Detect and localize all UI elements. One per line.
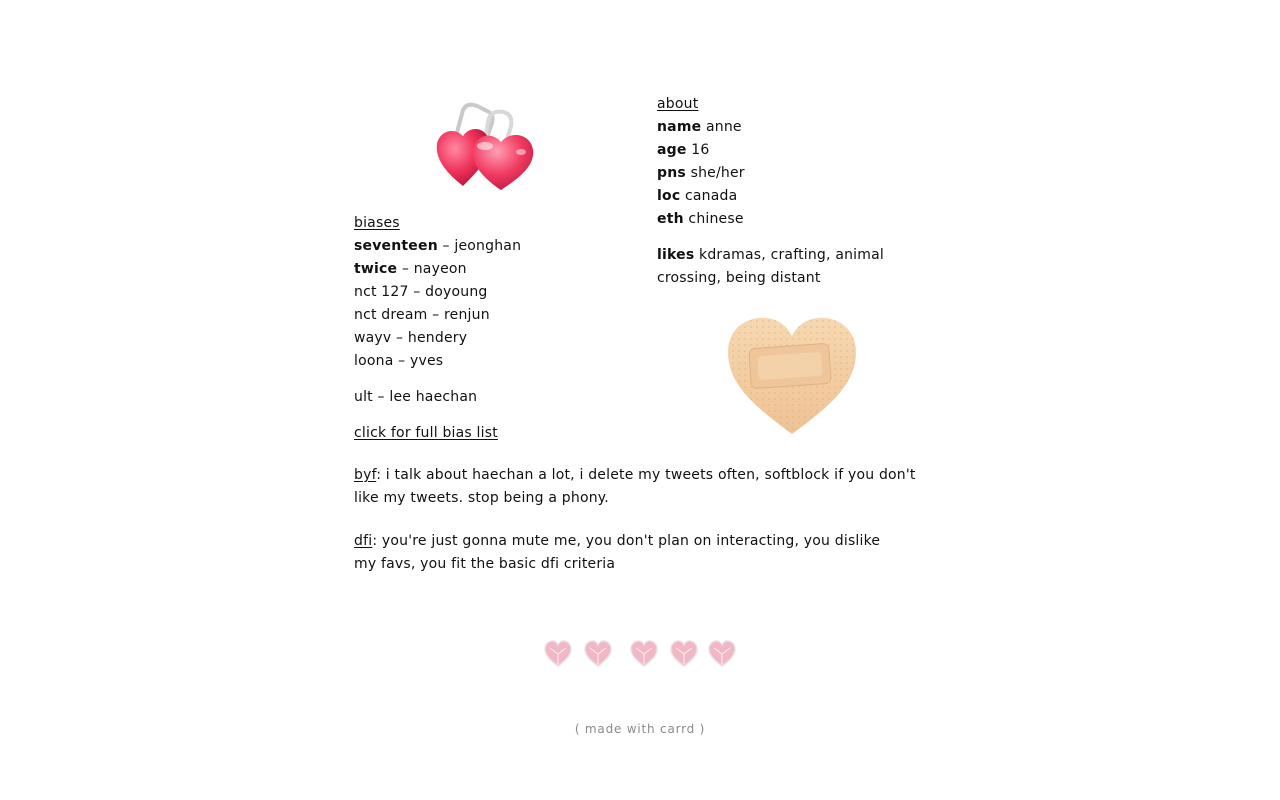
eth-label: eth [657, 211, 684, 227]
bias-group: twice [354, 261, 398, 277]
spacer [657, 231, 937, 244]
about-age [657, 139, 937, 162]
dfi-section [354, 530, 894, 576]
gem-heart-icon [584, 640, 612, 668]
bias-row [354, 350, 634, 373]
gem-heart-icon [708, 640, 736, 668]
name-value: anne [701, 119, 742, 135]
bias-separator: – [437, 238, 455, 254]
about-heading: about [657, 96, 699, 112]
gem-hearts-row [540, 640, 740, 674]
about-name [657, 116, 937, 139]
heart-padlocks-icon [433, 100, 543, 192]
bias-member: jeonghan [454, 238, 522, 254]
bias-row [354, 281, 634, 304]
bias-group: seventeen [354, 238, 438, 254]
age-value: 16 [686, 142, 710, 158]
bias-group: nct 127 [354, 284, 409, 300]
about-location [657, 185, 937, 208]
bias-group: loona [354, 353, 394, 369]
about-pronouns [657, 162, 937, 185]
bias-member: nayeon [413, 261, 467, 277]
pns-value: she/her [685, 165, 745, 181]
ult-bias: ult – lee haechan [354, 389, 478, 405]
bias-member: hendery [407, 330, 468, 346]
byf-label: byf [354, 467, 377, 483]
likes-value: kdramas, crafting, animal crossing, being distant [657, 247, 884, 286]
about-section [657, 93, 937, 290]
eth-value: chinese [683, 211, 744, 227]
bias-group: wayv [354, 330, 392, 346]
bias-row [354, 235, 634, 258]
bias-row [354, 327, 634, 350]
gem-heart-icon [630, 640, 658, 668]
byf-section [354, 464, 934, 510]
gem-heart-icon [670, 640, 698, 668]
dfi-label: dfi [354, 533, 373, 549]
spacer [354, 409, 634, 422]
loc-value: canada [680, 188, 738, 204]
bias-separator: – [391, 330, 408, 346]
name-label: name [657, 119, 702, 135]
bandaged-heart-icon [724, 312, 860, 438]
about-ethnicity [657, 208, 937, 231]
biases-heading: biases [354, 215, 400, 231]
gem-heart-icon [544, 640, 572, 668]
bias-row [354, 258, 634, 281]
bias-member: doyoung [425, 284, 488, 300]
full-bias-list-link[interactable]: click for full bias list [354, 425, 498, 441]
bias-row [354, 304, 634, 327]
made-with-carrd-link[interactable]: ( made with carrd ) [574, 722, 706, 736]
likes-label: likes [657, 247, 695, 263]
about-likes [657, 244, 897, 290]
spacer [354, 373, 634, 386]
biases-section [354, 212, 634, 445]
bias-separator: – [408, 284, 426, 300]
loc-label: loc [657, 188, 681, 204]
bias-group: nct dream [354, 307, 428, 323]
bias-separator: – [393, 353, 410, 369]
pns-label: pns [657, 165, 686, 181]
age-label: age [657, 142, 687, 158]
bias-separator: – [427, 307, 444, 323]
dfi-text: : you're just gonna mute me, you don't plan on interacting, you dislike my favs, you fit the basic dfi criteria [354, 533, 881, 572]
footer [0, 722, 1280, 736]
byf-text: : i talk about haechan a lot, i delete my tweets often, softblock if you don't like my tweets. stop being a phony. [354, 467, 916, 506]
bias-member: yves [410, 353, 444, 369]
bias-separator: – [397, 261, 414, 277]
bias-member: renjun [444, 307, 490, 323]
